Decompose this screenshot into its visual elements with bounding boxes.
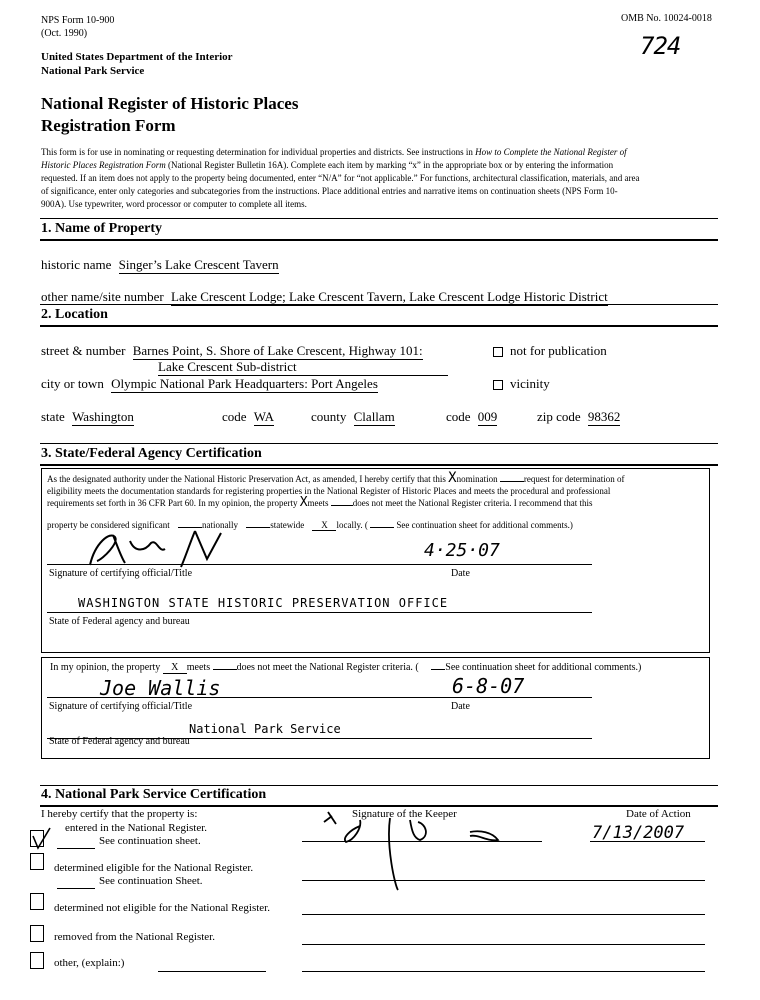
option-removed: removed from the National Register. [54,931,215,943]
other-explain-line[interactable] [158,971,266,972]
opinion-signature: Joe Wallis [100,676,221,700]
agency-label: State of Federal agency and bureau [49,736,190,747]
continuation-blank[interactable] [57,888,95,889]
page-subtitle: Registration Form [41,116,176,135]
date-of-action-label: Date of Action [626,808,691,820]
vicinity-label: vicinity [510,376,550,391]
option-entered-continuation: See continuation sheet. [99,835,201,847]
form-number: NPS Form 10-900 [41,15,115,26]
date-label: Date [451,568,470,579]
signature-line [47,564,592,565]
certification-text: As the designated authority under the National Historic Preservation Act, as amended, I hereby certify that this Xnomination request for determination of eligibility meets the documentation standards for registering properties in the National Register of Historic Places and meets the procedural and professional requirements set forth in 36 CFR Part 60. In my opinion, the property Xmeets does not meet the National Register criteria. I recommend that this [47,470,625,510]
other-name-field: other name/site number Lake Crescent Lodge; Lake Crescent Tavern, Lake Crescent Lodge Historic District [41,289,608,304]
determined-eligible-checkbox[interactable] [30,853,44,870]
form-date: (Oct. 1990) [41,28,88,39]
state-field: state Washington [41,409,134,424]
street-field: street & number Barnes Point, S. Shore of Lake Crescent, Highway 101: [41,343,423,358]
opinion-line: In my opinion, the property X meets does not meet the National Register criteria. ( See continuation sheet for additional comments.) [50,662,642,673]
street-value[interactable]: Barnes Point, S. Shore of Lake Crescent, Highway 101: [132,343,423,358]
city-value[interactable]: Olympic National Park Headquarters: Port Angeles [111,376,378,391]
section-1-heading: 1. Name of Property [41,221,163,236]
significance-line: property be considered significant nationally statewide X locally. ( See continuation sheet for additional comments.) [47,520,573,530]
county-field: county Clallam [311,409,395,424]
instructions-paragraph: This form is for use in nominating or requesting determination for individual properties and districts. See instructions in How to Complete the National Register of Historic Places Registration Form (National Register Bulletin 16A). Complete each item by marking “x” in the appropriate box or by entering the information requested. If an item does not apply to the property being documented, enter “N/A” for “not applicable.” For functions, architectural classification, materials, and area of significance, enter only categories and subcategories from the instructions. Place additional entries and narrative items on continuation sheets (NPS Form 10- 900A). Use typewriter, word processor or computer to complete all items. [41,147,640,209]
section-2-heading: 2. Location [41,307,108,322]
state-code-field: code WA [222,409,275,424]
divider [40,239,718,241]
county-value[interactable]: Clallam [353,409,395,424]
signature-label: Signature of certifying official/Title [49,701,193,712]
not-for-publication-label: not for publication [510,343,607,358]
keeper-line [302,841,542,842]
option-entered: entered in the National Register. [65,822,208,834]
removed-line [302,944,705,945]
city-field: city or town Olympic National Park Headquarters: Port Angeles [41,376,378,391]
option-eligible-continuation: See continuation Sheet. [99,875,203,887]
not-eligible-line [302,914,705,915]
historic-name-value[interactable]: Singer’s Lake Crescent Tavern [118,257,279,272]
keeper-label: Signature of the Keeper [352,808,457,820]
service-name: National Park Service [41,65,145,77]
keeper-signature [320,806,550,896]
signature-line [47,697,592,698]
agency2-value: National Park Service [189,722,341,736]
divider [40,218,718,219]
date-line [590,841,705,842]
historic-name-field: historic name Singer’s Lake Crescent Tavern [41,257,279,272]
section-3-heading: 3. State/Federal Agency Certification [41,446,262,461]
other-line [302,971,705,972]
option-other: other, (explain:) [54,957,125,969]
divider [40,443,718,444]
other-name-value[interactable]: Lake Crescent Lodge; Lake Crescent Tavern, Lake Crescent Lodge Historic District [171,289,608,304]
omb-number: OMB No. 10024-0018 [621,13,712,24]
option-not-eligible: determined not eligible for the National Register. [54,902,270,914]
removed-checkbox[interactable] [30,925,44,942]
certification-date: 4·25·07 [424,540,500,561]
handwritten-number: 724 [640,32,681,60]
vicinity-checkbox[interactable] [493,380,503,390]
state-code-value[interactable]: WA [253,409,275,424]
eligible-line [302,880,705,881]
date-label: Date [451,701,470,712]
zip-value[interactable]: 98362 [587,409,621,424]
agency-label: State of Federal agency and bureau [49,616,190,627]
option-determined-eligible: determined eligible for the National Register. [54,862,254,874]
street-value-line2[interactable]: Lake Crescent Sub-district [158,359,297,374]
agency-value: WASHINGTON STATE HISTORIC PRESERVATION OFFICE [78,596,449,610]
divider [40,785,718,786]
signature-label: Signature of certifying official/Title [49,568,193,579]
check-mark-icon [30,826,52,850]
other-checkbox[interactable] [30,952,44,969]
opinion-date: 6-8-07 [452,674,525,698]
divider [40,304,718,305]
not-for-publication-checkbox[interactable] [493,347,503,357]
date-of-action-value: 7/13/2007 [592,823,685,843]
zip-field: zip code 98362 [537,409,621,424]
agency-line [47,612,592,613]
nps-intro: I hereby certify that the property is: [41,808,198,820]
divider [40,325,718,327]
county-code-value[interactable]: 009 [477,409,498,424]
section-4-heading: 4. National Park Service Certification [41,787,267,802]
divider [40,464,718,466]
page-title: National Register of Historic Places [41,94,299,113]
continuation-blank[interactable] [57,848,95,849]
not-eligible-checkbox[interactable] [30,893,44,910]
county-code-field: code 009 [446,409,498,424]
department-name: United States Department of the Interior [41,51,233,63]
state-value[interactable]: Washington [72,409,134,424]
